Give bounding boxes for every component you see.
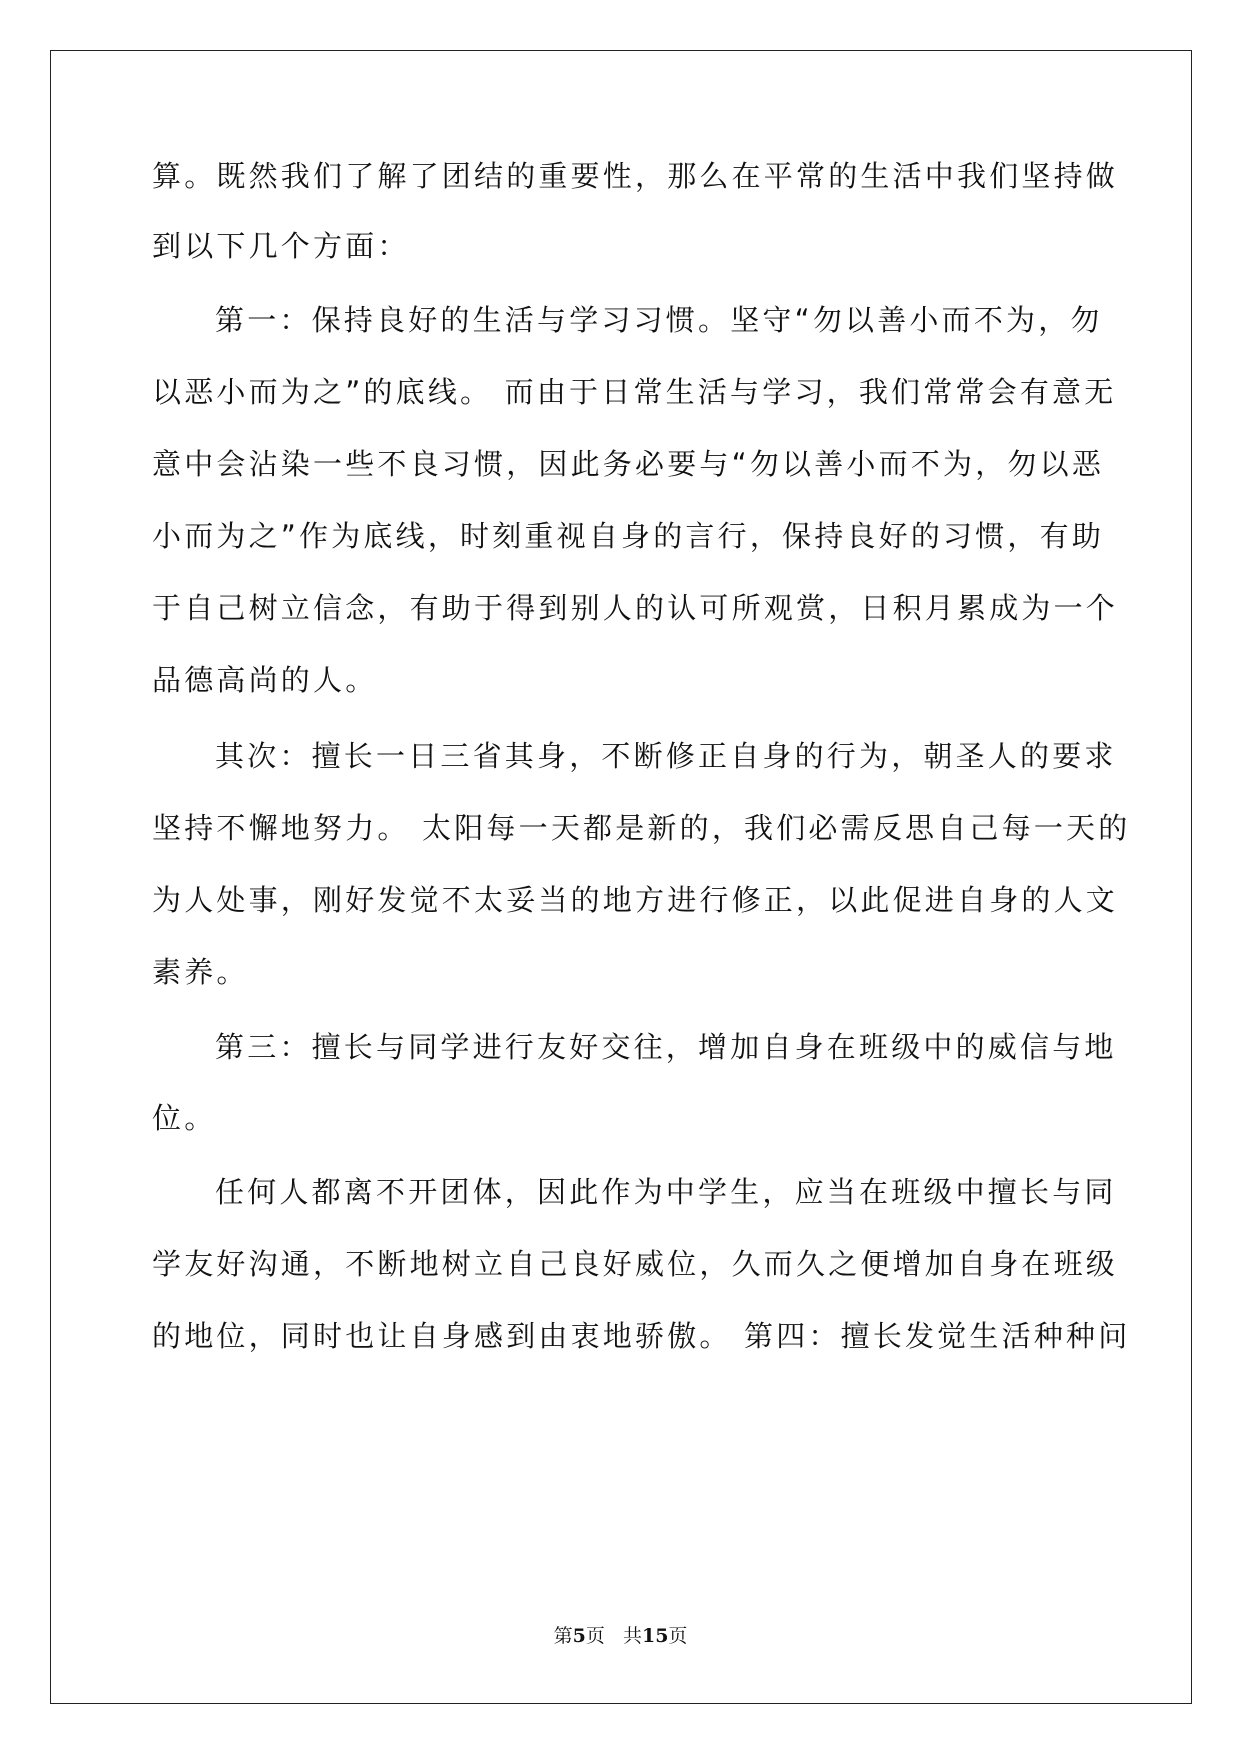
text-line: 算。既然我们了解了团结的重要性，那么在平常的生活中我们坚持做: [152, 159, 1119, 193]
paragraph-first-line: 其次：擅长一日三省其身，不断修正自身的行为，朝圣人的要求: [215, 739, 1117, 773]
text-line: 位。: [152, 1101, 217, 1135]
text-line: 意中会沾染一些不良习惯，因此务必要与“勿以善小而不为，勿以恶: [152, 447, 1105, 481]
text-line: 为人处事，刚好发觉不太妥当的地方进行修正，以此促进自身的人文: [152, 883, 1119, 917]
text-line: 以恶小而为之”的底线。 而由于日常生活与学习，我们常常会有意无: [152, 375, 1117, 409]
paragraph-first-line: 第一：保持良好的生活与学习习惯。坚守“勿以善小而不为，勿: [215, 303, 1103, 337]
page-number-prefix: 第: [553, 1625, 573, 1647]
text-line: 坚持不懈地努力。 太阳每一天都是新的，我们必需反思自己每一天的: [152, 811, 1131, 845]
text-line: 于自己树立信念，有助于得到别人的认可所观赏，日积月累成为一个: [152, 591, 1119, 625]
page-number-suffix: 页: [585, 1625, 605, 1647]
paragraph-first-line: 任何人都离不开团体，因此作为中学生，应当在班级中擅长与同: [215, 1175, 1117, 1209]
page-footer: [0, 1624, 1241, 1648]
text-line: 到以下几个方面：: [152, 229, 410, 263]
paragraph-first-line: 第三：擅长与同学进行友好交往，增加自身在班级中的威信与地: [215, 1030, 1117, 1064]
page-number: 5: [572, 1625, 586, 1647]
text-line: 学友好沟通，不断地树立自己良好威位，久而久之便增加自身在班级: [152, 1247, 1119, 1281]
page-border: [50, 50, 1192, 1704]
text-line: 素养。: [152, 955, 249, 989]
total-pages-prefix: 共: [622, 1625, 642, 1647]
text-line: 小而为之”作为底线，时刻重视自身的言行，保持良好的习惯，有助: [152, 519, 1105, 553]
total-pages: 15: [641, 1625, 669, 1647]
text-line: 品德高尚的人。: [152, 663, 378, 697]
total-pages-suffix: 页: [668, 1625, 688, 1647]
text-line: 的地位，同时也让自身感到由衷地骄傲。 第四：擅长发觉生活种种问: [152, 1319, 1131, 1353]
